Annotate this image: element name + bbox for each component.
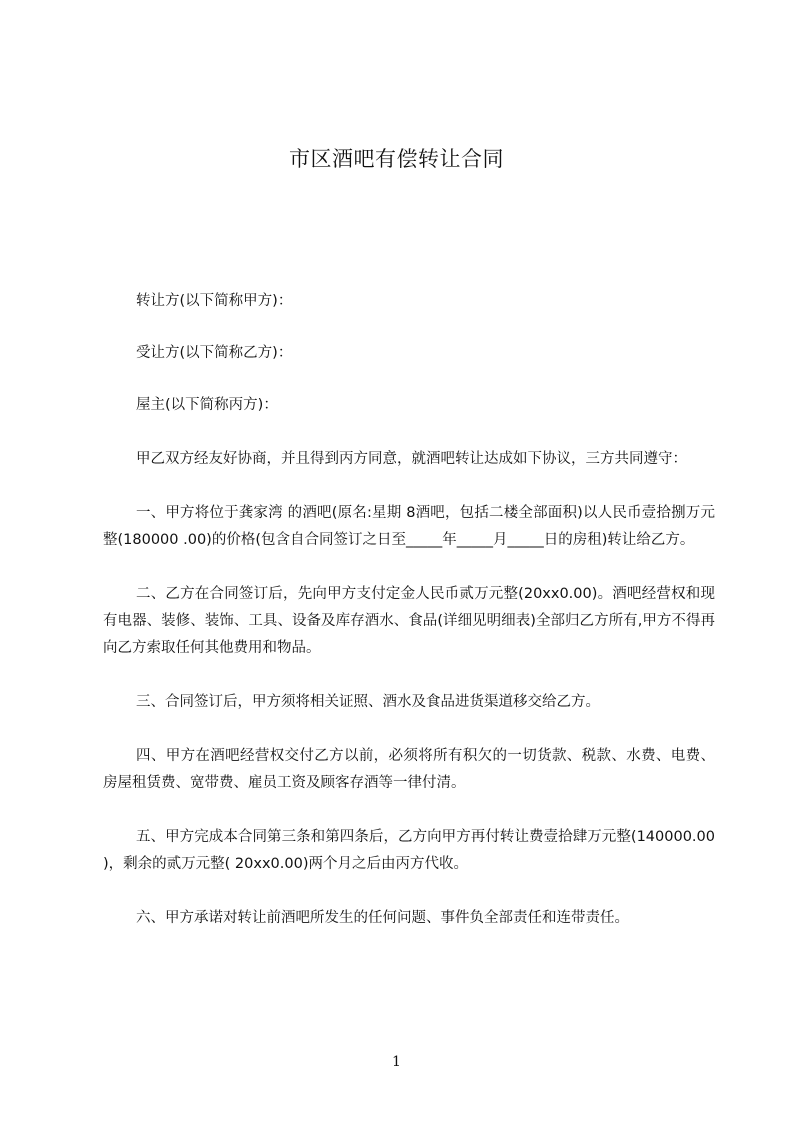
party-landlord: 屋主(以下简称丙方)： (136, 397, 278, 413)
clause-4: 四、甲方在酒吧经营权交付乙方以前，必须将所有积欠的一切货款、税款、水费、电费、房屋租赁费、宽带费、雇员工资及顾客存酒等一律付清。 (103, 748, 715, 791)
document-title: 市区酒吧有偿转让合同 (289, 147, 504, 171)
clause-5: 五、甲方完成本合同第三条和第四条后，乙方向甲方再付转让费壹拾肆万元整(140000.00 )，剩余的贰万元整( 20xx0.00)两个月之后由丙方代收。 (103, 829, 715, 872)
page-number: 1 (392, 1054, 401, 1070)
clause-6: 六、甲方承诺对转让前酒吧所发生的任何问题、事件负全部责任和连带责任。 (136, 910, 629, 926)
clause-2: 二、乙方在合同签订后，先向甲方支付定金人民币贰万元整(20xx0.00)。酒吧经营权和现有电器、装修、装饰、工具、设备及库存酒水、食品(详细见明细表)全部归乙方所有,甲方不得再向乙方索取任何其他费用和物品。 (103, 586, 715, 656)
clause-1: 一、甲方将位于龚家湾 的酒吧(原名:星期 8酒吧，包括二楼全部面积)以人民币壹拾捌万元整(180000 .00)的价格(包含自合同签订之日至_____年_____月_____日的房租)转让给乙方。 (103, 505, 715, 548)
party-transferee: 受让方(以下简称乙方)： (136, 345, 293, 361)
clause-3: 三、合同签订后，甲方须将相关证照、酒水及食品进货渠道移交给乙方。 (136, 694, 600, 710)
preamble: 甲乙双方经友好协商，并且得到丙方同意，就酒吧转让达成如下协议，三方共同遵守： (136, 451, 687, 467)
document-body (103, 288, 715, 932)
party-transferor: 转让方(以下简称甲方)： (136, 293, 293, 309)
